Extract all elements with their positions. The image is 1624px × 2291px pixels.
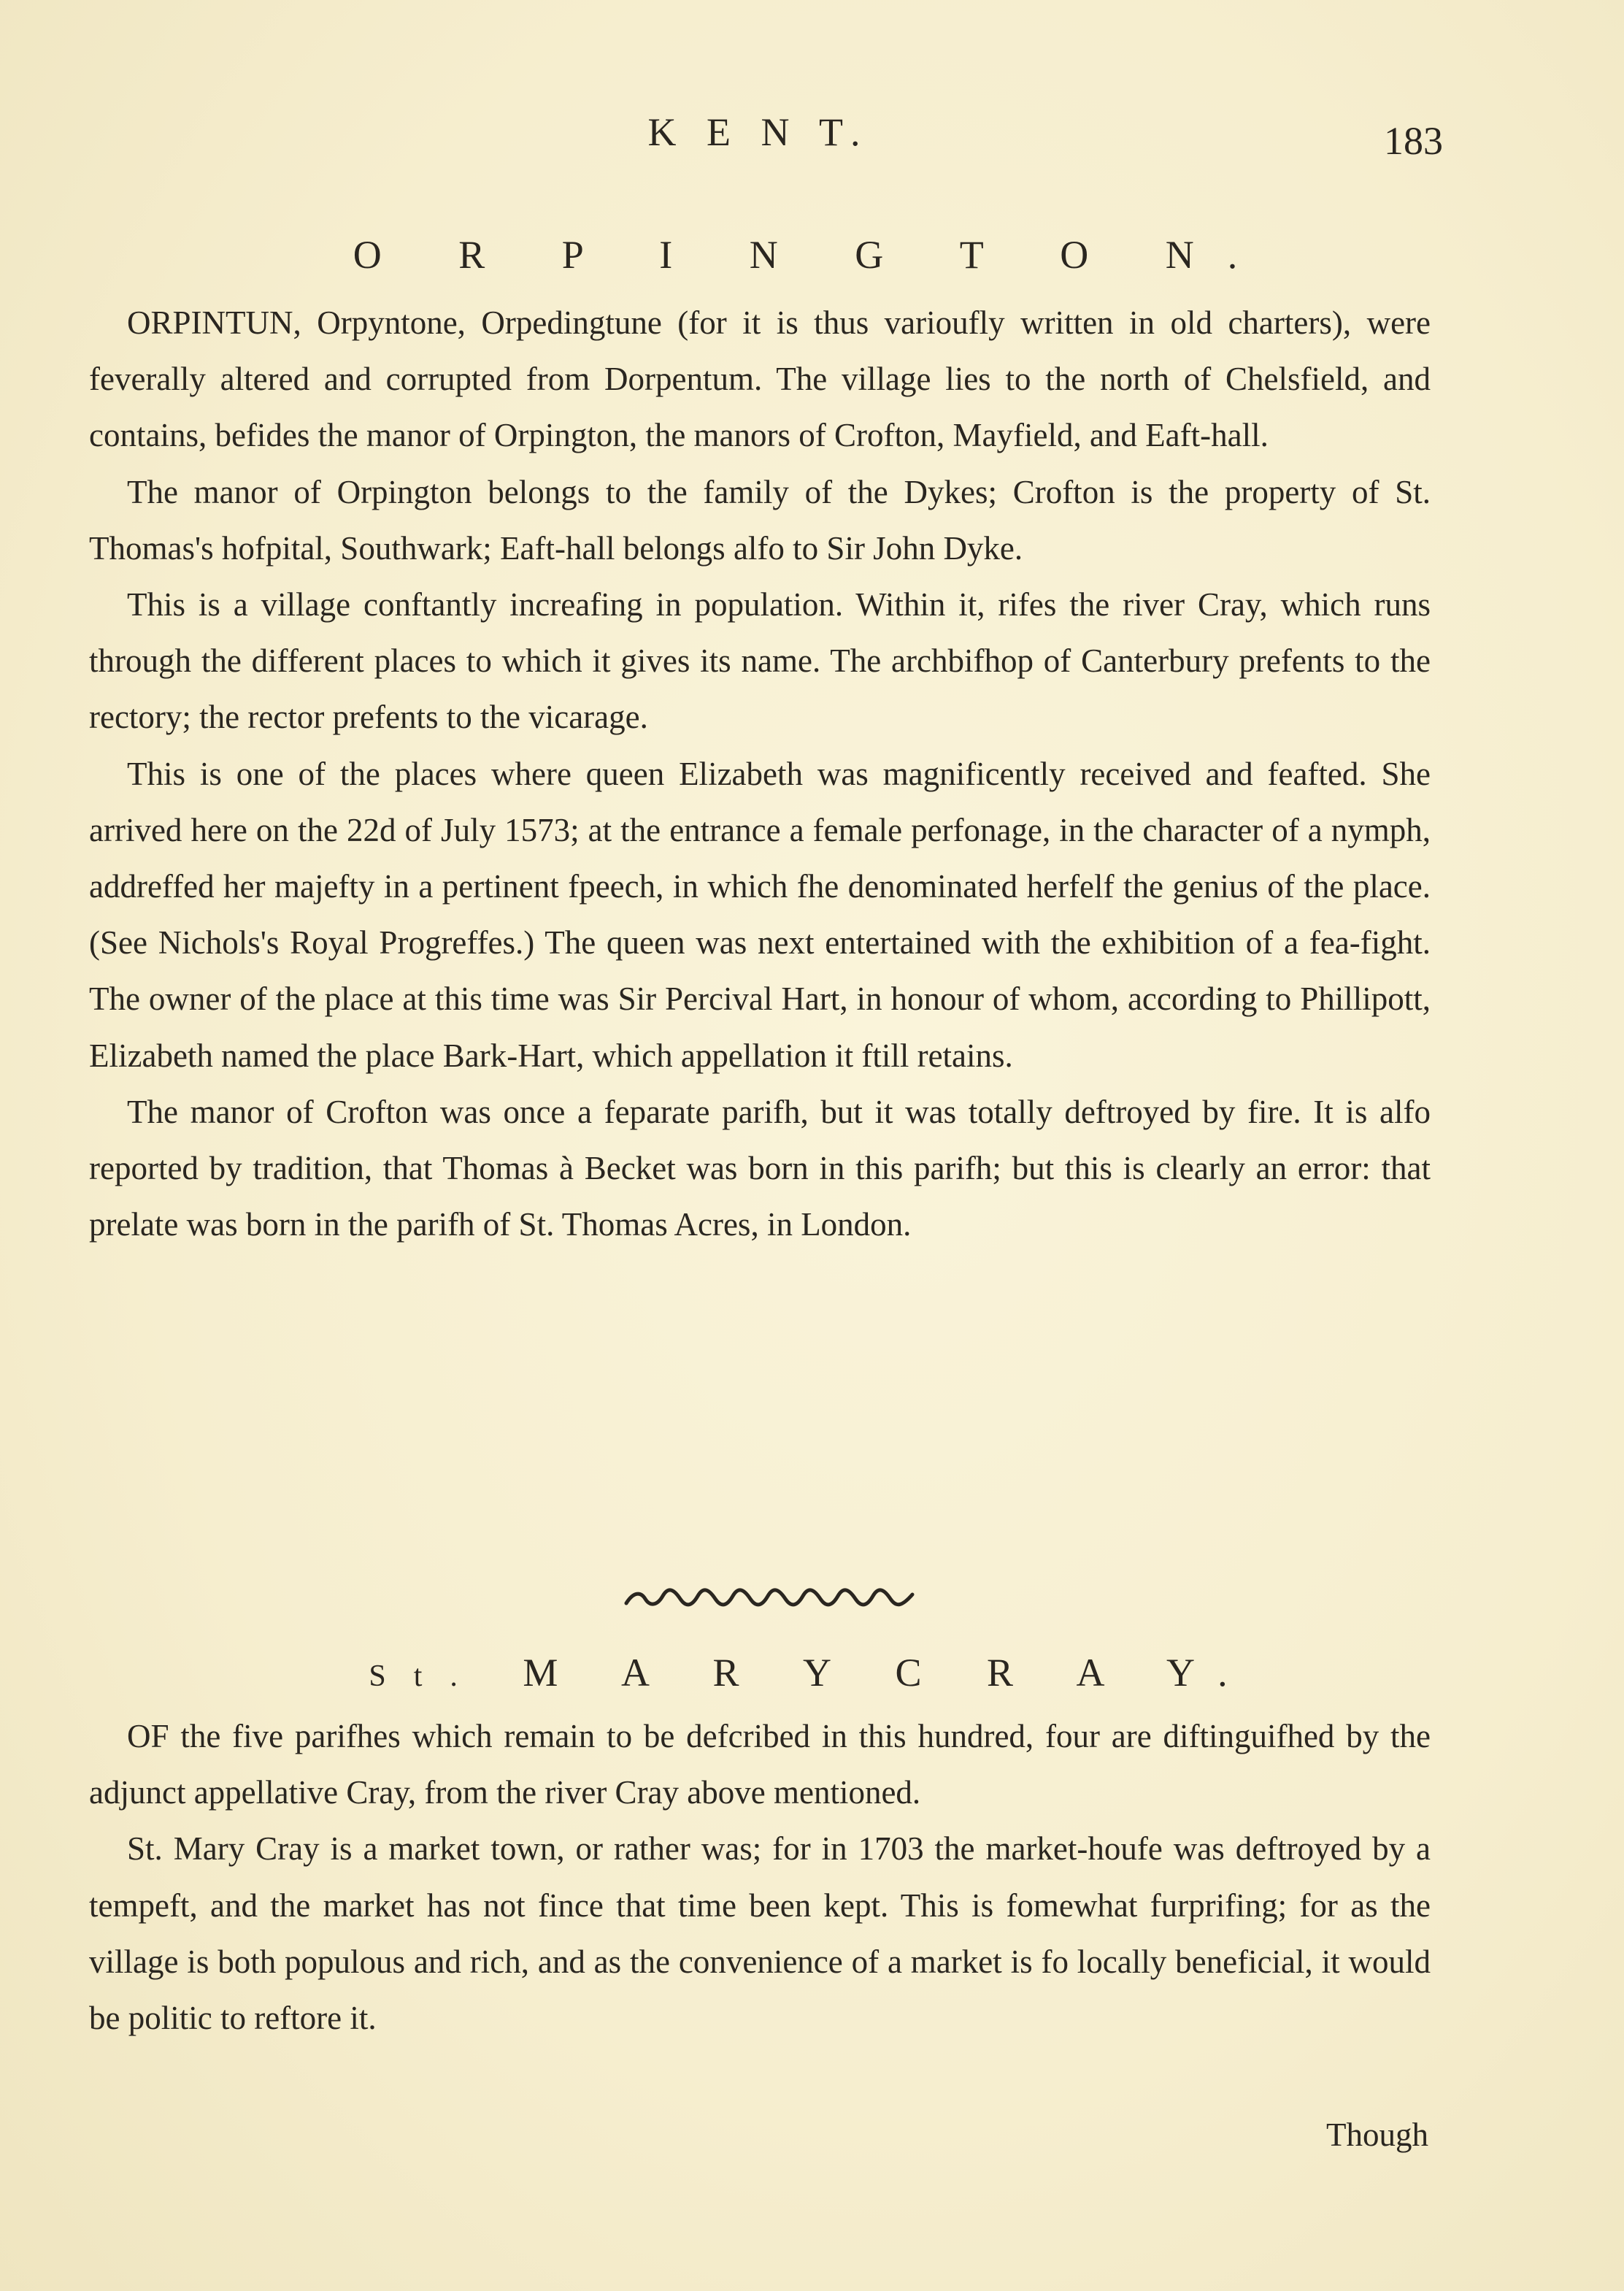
running-title: K E N T. — [647, 110, 871, 154]
section-title-orpington: O R P I N G T O N. — [353, 233, 1271, 277]
title-prefix: St. — [369, 1659, 485, 1693]
ornament-divider — [623, 1584, 915, 1613]
paragraph: The manor of Orpington belongs to the family of the Dykes; Crofton is the property of St. Thomas's hofpital, Southwark; Eaft-hall belongs alfo to Sir John Dyke. — [89, 473, 1431, 567]
paragraph: The manor of Crofton was once a feparate parifh, but it was totally deftroyed by fire. It is alfo reported by tradition, that Thomas à Becket was born in this parifh; but this is clearly an error: that prelate was born in the parifh of St. Thomas Acres, in London. — [89, 1093, 1431, 1243]
orpington-text — [89, 295, 1431, 1253]
catchword: Though — [1326, 2117, 1428, 2153]
paragraph: This is one of the places where queen Elizabeth was magnificently received and feafted. She arrived here on the 22d of July 1573; at the entrance a female perfonage, in the character of a nymph, addreffed her majefty in a pertinent fpeech, in which fhe denominated herfelf the genius of the place. (See Nichols's Royal Progreffes.) The queen was next entertained with the exhibition of a fea-fight. The owner of the place at this time was Sir Percival Hart, in honour of whom, according to Phillipott, Elizabeth named the place Bark-Hart, which appellation it ftill retains. — [89, 755, 1431, 1074]
title-main: M A R Y C R A Y. — [523, 1651, 1255, 1695]
running-head — [0, 110, 1624, 168]
section-title-st-mary-cray — [0, 1650, 1624, 1695]
paragraph: ORPINTUN, Orpyntone, Orpedingtune (for it is thus varioufly written in old charters), were feverally altered and corrupted from Dorpentum. The village lies to the north of Chelsfield, and contains, befides the manor of Orpington, the manors of Crofton, Mayfield, and Eaft-hall. — [89, 304, 1431, 454]
paragraph: St. Mary Cray is a market town, or rather was; for in 1703 the market-houfe was deftroyed by a tempeft, and the market has not fince that time been kept. This is fomewhat furprifing; for as the village is both populous and rich, and as the convenience of a market is fo locally beneficial, it would be politic to reftore it. — [89, 1830, 1431, 2037]
paragraph: OF the five parifhes which remain to be defcribed in this hundred, four are diftinguifhed by the adjunct appellative Cray, from the river Cray above mentioned. — [89, 1718, 1431, 1811]
paragraph: This is a village conftantly increafing in population. Within it, rifes the river Cray, which runs through the different places to which it gives its name. The archbifhop of Canterbury prefents to the rectory; the rector prefents to the vicarage. — [89, 586, 1431, 736]
page-number: 183 — [1384, 119, 1443, 163]
st-mary-cray-text — [89, 1708, 1431, 2046]
